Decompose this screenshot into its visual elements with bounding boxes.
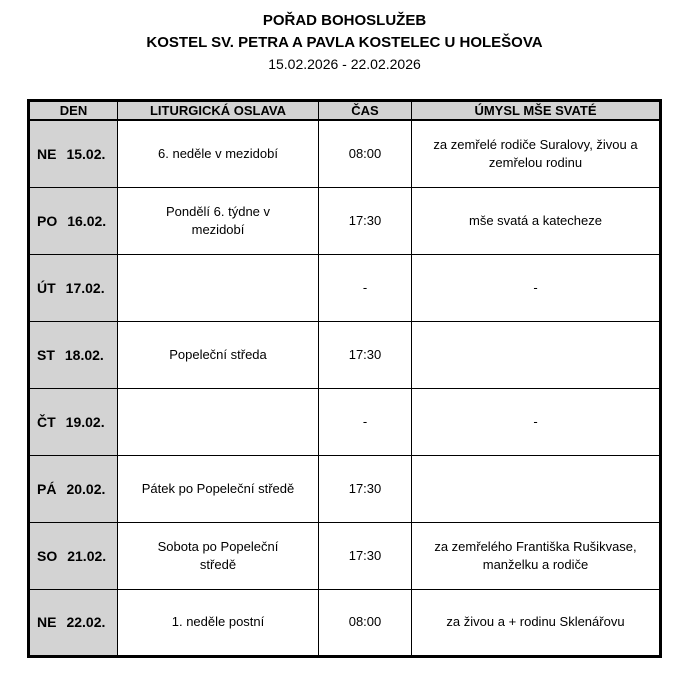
time-cell: 17:30 xyxy=(319,455,412,522)
day-abbreviation: NE xyxy=(37,145,57,162)
time-cell: 08:00 xyxy=(319,589,412,656)
church-name: KOSTEL SV. PETRA A PAVLA KOSTELEC U HOLEŠOVA xyxy=(146,34,543,51)
page-title: POŘAD BOHOSLUŽEB xyxy=(262,12,427,29)
day-cell xyxy=(29,388,118,455)
celebration-cell: 1. neděle postní xyxy=(118,589,319,656)
table-row xyxy=(29,455,661,522)
celebration-cell xyxy=(118,388,319,455)
day-date: 17.02. xyxy=(65,279,105,296)
intention-cell: za zemřelého Františka Rušikvase, manželku a rodiče xyxy=(412,522,661,589)
intention-cell: - xyxy=(412,254,661,321)
celebration-cell: Pondělí 6. týdne v mezidobí xyxy=(118,187,319,254)
day-cell xyxy=(29,589,118,656)
date-range: 15.02.2026 - 22.02.2026 xyxy=(268,56,421,72)
day-abbreviation: NE xyxy=(37,614,57,630)
celebration-cell: Popeleční středa xyxy=(118,321,319,388)
day-date: 22.02. xyxy=(66,614,106,630)
intention-cell: za zemřelé rodiče Suralovy, živou a zemřelou rodinu xyxy=(412,120,661,187)
day-cell xyxy=(29,455,118,522)
time-cell: - xyxy=(319,388,412,455)
column-header-den: DEN xyxy=(29,101,118,121)
column-header-cas: ČAS xyxy=(319,101,412,121)
day-abbreviation: ÚT xyxy=(37,279,56,296)
time-cell: 17:30 xyxy=(319,187,412,254)
document-header xyxy=(0,0,689,75)
celebration-cell xyxy=(118,254,319,321)
celebration-cell: Pátek po Popeleční středě xyxy=(118,455,319,522)
table-row xyxy=(29,120,661,187)
table-row xyxy=(29,254,661,321)
day-date: 20.02. xyxy=(66,480,106,497)
day-date: 21.02. xyxy=(67,547,107,564)
day-abbreviation: SO xyxy=(37,547,58,564)
time-cell: - xyxy=(319,254,412,321)
schedule-table xyxy=(27,99,662,658)
intention-cell xyxy=(412,455,661,522)
column-header-liturgicka-oslava: LITURGICKÁ OSLAVA xyxy=(118,101,319,121)
table-row xyxy=(29,187,661,254)
day-cell xyxy=(29,187,118,254)
column-header-umysl: ÚMYSL MŠE SVATÉ xyxy=(412,101,661,121)
table-row xyxy=(29,388,661,455)
time-cell: 08:00 xyxy=(319,120,412,187)
day-abbreviation: ČT xyxy=(37,413,56,430)
day-cell xyxy=(29,522,118,589)
table-row xyxy=(29,522,661,589)
time-cell: 17:30 xyxy=(319,321,412,388)
day-date: 19.02. xyxy=(65,413,105,430)
day-cell xyxy=(29,321,118,388)
intention-cell: za živou a + rodinu Sklenářovu xyxy=(412,589,661,656)
day-date: 15.02. xyxy=(66,145,106,162)
day-date: 18.02. xyxy=(64,346,104,363)
header-row xyxy=(29,101,661,121)
intention-cell xyxy=(412,321,661,388)
day-abbreviation: PO xyxy=(37,212,58,229)
day-date: 16.02. xyxy=(67,212,107,229)
intention-cell: mše svatá a katecheze xyxy=(412,187,661,254)
intention-cell: - xyxy=(412,388,661,455)
table-row xyxy=(29,589,661,656)
day-abbreviation: ST xyxy=(37,346,55,363)
celebration-cell: 6. neděle v mezidobí xyxy=(118,120,319,187)
day-cell xyxy=(29,120,118,187)
table-row xyxy=(29,321,661,388)
celebration-cell: Sobota po Popeleční středě xyxy=(118,522,319,589)
day-abbreviation: PÁ xyxy=(37,480,57,497)
time-cell: 17:30 xyxy=(319,522,412,589)
day-cell xyxy=(29,254,118,321)
